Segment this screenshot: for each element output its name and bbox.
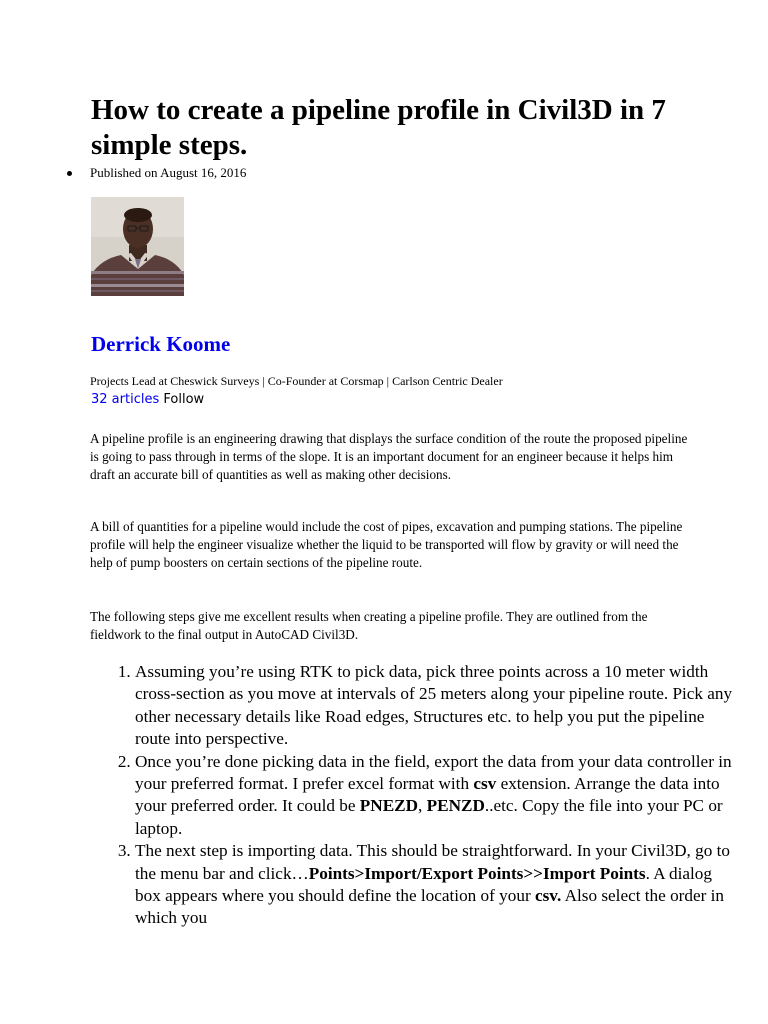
article-title: How to create a pipeline profile in Civil3D in 7 simple steps.: [91, 94, 666, 161]
step-bold-text: Points>Import/Export Points>>Import Points: [308, 863, 646, 883]
step-text: ..etc. Copy the file into your PC or laptop.: [135, 796, 723, 838]
step-bold-text: PNEZD: [359, 796, 419, 816]
step-text: ,: [418, 796, 427, 816]
published-date: Published on August 16, 2016: [90, 165, 247, 180]
step-bold-text: PENZD: [426, 796, 485, 816]
step-text: Once you’re done picking data in the field, export the data from your data controller in your preferred format. I prefer excel format with: [135, 751, 732, 794]
steps-list: [91, 661, 735, 930]
author-stats: [91, 391, 204, 409]
step-bold-text: csv: [473, 774, 497, 794]
body-paragraph: The following steps give me excellent results when creating a pipeline profile. They are outlined from the fieldwork to the final output in AutoCAD Civil3D.: [90, 609, 648, 642]
body-paragraph: A pipeline profile is an engineering drawing that displays the surface condition of the route the proposed pipeline is going to pass through in terms of the slope. It is an important document for an engineer because it helps him draft an accurate bill of quantities as well as making other decisions.: [90, 431, 688, 482]
step-text: Assuming you’re using RTK to pick data, pick three points across a 10 meter width cross-section as you move at intervals of 25 meters along your pipeline route. Pick any other necessary details like Road edges, Structures etc. to help you put the pipeline route into perspective.: [135, 662, 733, 749]
author-photo: [91, 197, 184, 296]
step-text: The next step is importing data. This should be straightforward. In your Civil3D, go to the menu bar and click…: [135, 841, 730, 883]
author-headline: Projects Lead at Cheswick Surveys | Co-Founder at Corsmap | Carlson Centric Dealer: [90, 374, 503, 388]
list-item: [135, 751, 735, 841]
body-paragraph: A bill of quantities for a pipeline would include the cost of pipes, excavation and pumping stations. The pipeline profile will help the engineer visualize whether the liquid to be transported will flow by gravity or will need the help of pump boosters on certain sections of the pipeline route.: [90, 519, 683, 570]
author-avatar[interactable]: [91, 197, 184, 296]
step-text: . A dialog box appears where you should define the location of your: [135, 863, 712, 906]
list-item: [135, 840, 735, 930]
articles-count-link[interactable]: 32 articles: [91, 392, 160, 407]
step-bold-text: csv.: [534, 886, 562, 906]
follow-button[interactable]: Follow: [163, 392, 205, 407]
bullet-dot: [67, 171, 72, 176]
list-item: [135, 661, 735, 751]
step-text: Also select the order in which you: [135, 886, 725, 928]
step-text: extension. Arrange the data into your preferred order. It could be: [135, 774, 720, 816]
author-name-link[interactable]: Derrick Koome: [91, 332, 231, 356]
